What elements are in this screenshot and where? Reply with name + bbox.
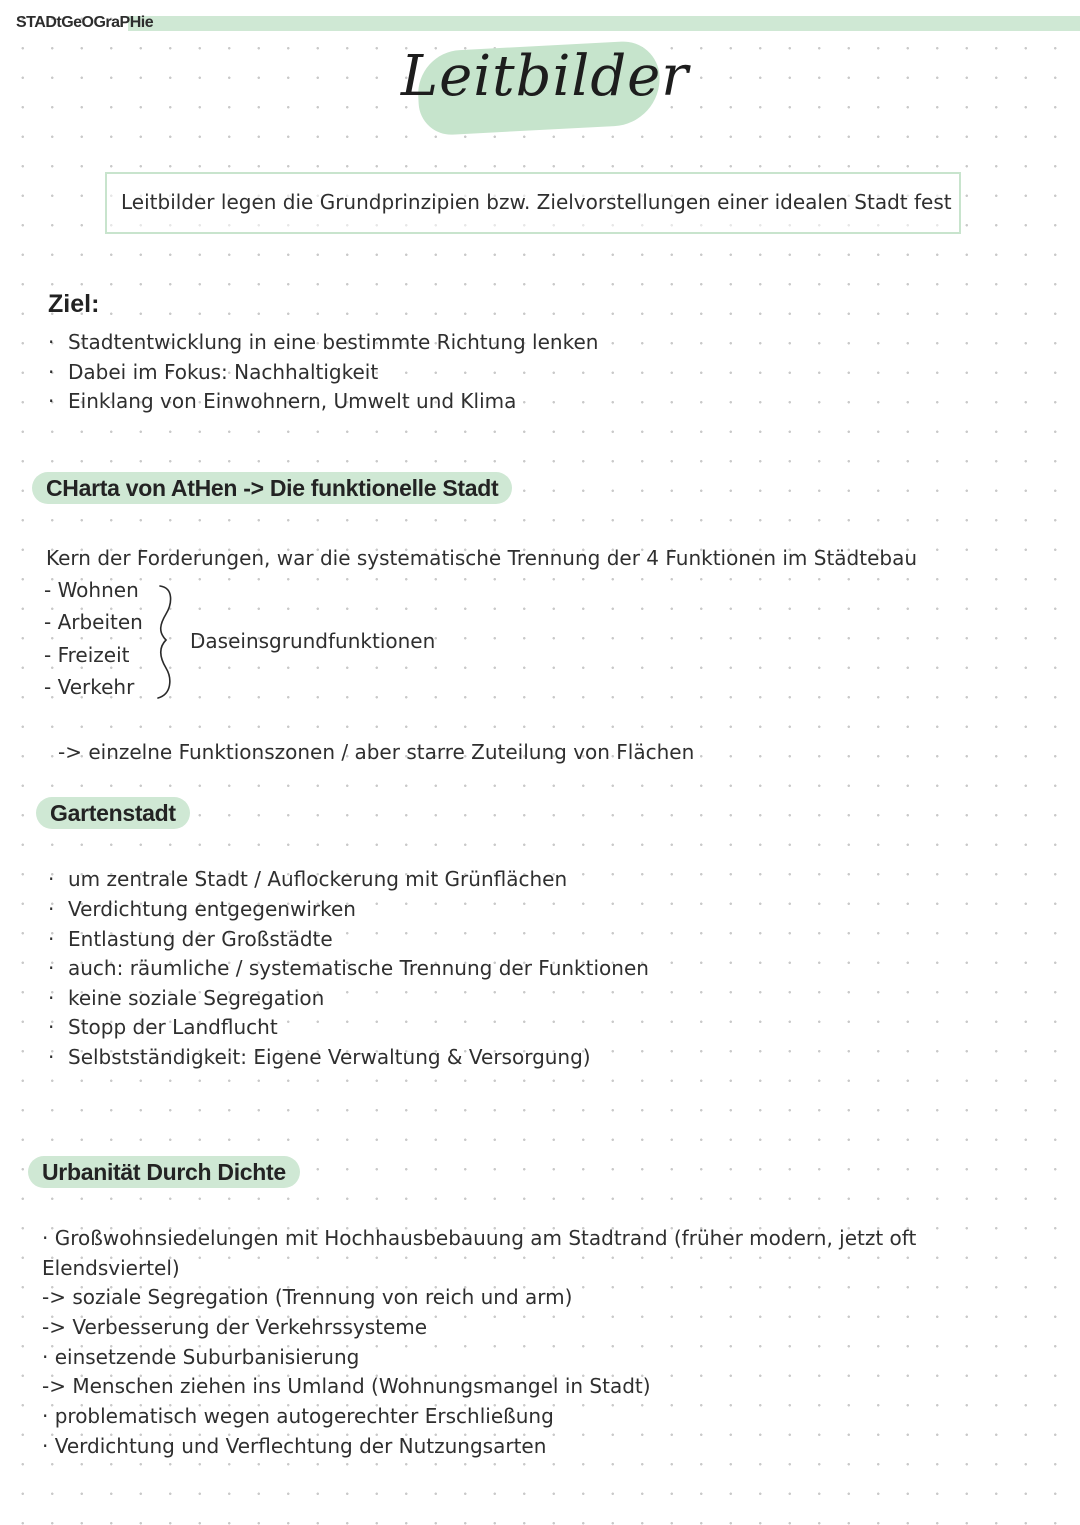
section-heading-urbanitaet: Urbanität Durch Dichte <box>28 1156 300 1188</box>
list-item: · um zentrale Stadt / Auflockerung mit Grünflächen <box>48 867 568 891</box>
list-item: · auch: räumliche / systematische Trennung der Funktionen <box>48 956 649 980</box>
list-item: · Verdichtung entgegenwirken <box>48 897 356 921</box>
list-item: · Stopp der Landflucht <box>48 1015 278 1039</box>
list-item: · Einklang von Einwohnern, Umwelt und Klima <box>48 389 517 413</box>
list-item: · Selbstständigkeit: Eigene Verwaltung & Versorgung) <box>48 1045 591 1069</box>
text-line: -> Verbesserung der Verkehrssysteme <box>42 1315 428 1339</box>
page-title: Leitbilder <box>400 44 690 109</box>
definition-box <box>105 172 961 234</box>
definition-text: Leitbilder legen die Grundprinzipien bzw. Zielvorstellungen einer idealen Stadt fest <box>121 190 952 214</box>
text-line: · Verdichtung und Verflechtung der Nutzungsarten <box>42 1434 547 1458</box>
function-item: - Verkehr <box>44 675 135 699</box>
text-line: -> soziale Segregation (Trennung von reich und arm) <box>42 1285 573 1309</box>
function-item: - Freizeit <box>44 643 130 667</box>
list-item: · Stadtentwicklung in eine bestimmte Richtung lenken <box>48 330 599 354</box>
header-bar <box>128 16 1080 31</box>
text-line: · problematisch wegen autogerechter Erschließung <box>42 1404 554 1428</box>
function-item: - Arbeiten <box>44 610 143 634</box>
curly-brace-icon <box>150 582 184 702</box>
section-heading-charta: CHarta von AtHen -> Die funktionelle Stadt <box>32 472 512 504</box>
section-heading-gartenstadt: Gartenstadt <box>36 797 190 829</box>
list-item: · keine soziale Segregation <box>48 986 325 1010</box>
ziel-label: Ziel: <box>48 290 100 318</box>
charta-conclusion: -> einzelne Funktionszonen / aber starre Zuteilung von Flächen <box>58 740 695 764</box>
function-group-label: Daseinsgrundfunktionen <box>190 629 436 653</box>
list-item: · Entlastung der Großstädte <box>48 927 333 951</box>
text-line: -> Menschen ziehen ins Umland (Wohnungsmangel in Stadt) <box>42 1374 651 1398</box>
text-line: · Großwohnsiedelungen mit Hochhausbebauung am Stadtrand (früher modern, jetzt oft <box>42 1226 917 1250</box>
charta-intro: Kern der Forderungen, war die systematische Trennung der 4 Funktionen im Städtebau <box>46 546 918 570</box>
text-line: Elendsviertel) <box>42 1256 180 1280</box>
subject-label: STADtGeOGraPHie <box>16 14 154 31</box>
function-item: - Wohnen <box>44 578 139 602</box>
text-line: · einsetzende Suburbanisierung <box>42 1345 360 1369</box>
list-item: · Dabei im Fokus: Nachhaltigkeit <box>48 360 379 384</box>
